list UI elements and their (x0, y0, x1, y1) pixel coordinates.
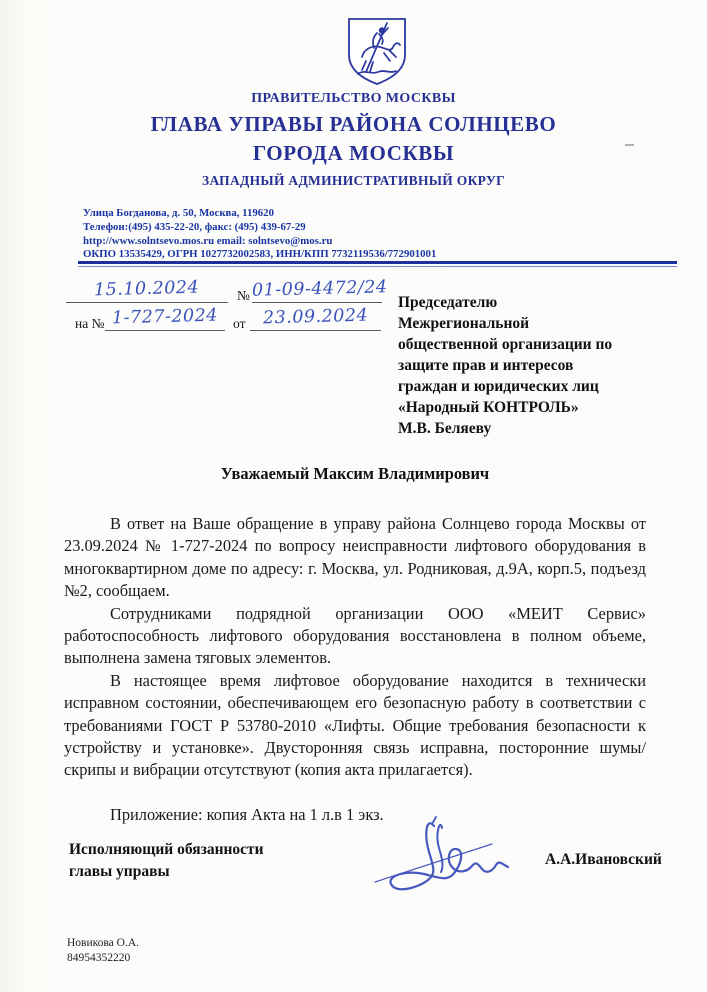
salutation: Уважаемый Максим Владимирович (220, 464, 490, 483)
from-label: от (233, 316, 246, 331)
district-line: ЗАПАДНЫЙ АДМИНИСТРАТИВНЫЙ ОКРУГ (202, 173, 505, 188)
attachment-line: Приложение: копия Акта на 1 л.в 1 экз. (110, 804, 384, 824)
incoming-number-field (105, 307, 225, 331)
letter-body (64, 513, 646, 826)
divider-rule (78, 261, 677, 267)
recipient-line: общественной организации по (398, 336, 613, 353)
outgoing-number-field (251, 277, 388, 303)
recipient-line: Межрегиональной (398, 315, 530, 332)
moscow-coat-of-arms-icon (346, 17, 408, 87)
recipient-line: «Народный КОНТРОЛЬ» (398, 399, 579, 416)
divider-thick-line (78, 261, 677, 264)
divider-thin-line (78, 266, 677, 267)
outgoing-number-handwritten: 01-09-4472/24 (251, 277, 388, 301)
recipient-block (398, 292, 658, 439)
body-paragraph-1: В ответ на Ваше обращение в управу района Солнцево города Москвы от 23.09.2024 № 1-727-2024 по вопросу неисправности лифтового оборудования в многоквартирном доме по адресу: г. Москва, ул. Родниковая, д.9А, корп.5, подъезд №2, сообщаем. (64, 514, 646, 601)
outgoing-date-handwritten: 15.10.2024 (94, 277, 200, 301)
contact-codes: ОКПО 13535429, ОГРН 1027732002583, ИНН/КПП 7732119536/772901001 (83, 248, 437, 261)
government-line: ПРАВИТЕЛЬСТВО МОСКВЫ (251, 91, 456, 106)
body-paragraph-2: Сотрудниками подрядной организации ООО «МЕИТ Сервис» работоспособность лифтового оборудования восстановлена в полном объеме, выполнена замена тяговых элементов. (64, 603, 646, 668)
recipient-line: Председателю (398, 294, 498, 311)
incoming-number-handwritten: 1-727-2024 (111, 305, 219, 329)
recipient-name: М.В. Беляеву (398, 420, 492, 437)
signer-name: А.А.Ивановский (545, 851, 662, 868)
number-label: № (237, 288, 250, 303)
reply-to-label: на № (75, 316, 105, 331)
executor-name: Новикова О.А. (67, 937, 140, 949)
contact-block (83, 207, 436, 262)
executor-block (67, 936, 139, 965)
org-title-line1: ГЛАВА УПРАВЫ РАЙОНА СОЛНЦЕВО (150, 112, 557, 136)
incoming-date-handwritten: 23.09.2024 (262, 305, 369, 329)
executor-phone: 84954352220 (67, 951, 131, 964)
signer-position-line2: главы управы (69, 863, 170, 880)
signature-icon (372, 814, 527, 909)
contact-web-email: http://www.solntsevo.mos.ru email: solntsevo@mos.ru (83, 234, 333, 247)
recipient-line: защите прав и интересов (398, 357, 574, 374)
body-paragraph-3: В настоящее время лифтовое оборудование находится в технически исправном состоянии, обеспечивающем его безопасную работу в соответствии с требованиями ГОСТ Р 53780-2010 «Лифты. Общие требования безопасности к устройству и установке». Двусторонняя связь исправна, посторонние шумы/скрипы и вибрации отсутствуют (копия акта прилагается). (64, 670, 646, 780)
org-title-line2: ГОРОДА МОСКВЫ (252, 141, 455, 165)
incoming-date-field (250, 307, 381, 331)
contact-phone: Телефон:(495) 435-22-20, факс: (495) 439-67-29 (83, 220, 306, 233)
scan-artifact-mark (625, 144, 634, 146)
signer-position-line1: Исполняющий обязанности (69, 841, 264, 858)
outgoing-date-field (66, 279, 228, 303)
signer-position (69, 839, 264, 883)
recipient-line: граждан и юридических лиц (398, 378, 599, 395)
contact-address: Улица Богданова, д. 50, Москва, 119620 (83, 207, 274, 219)
